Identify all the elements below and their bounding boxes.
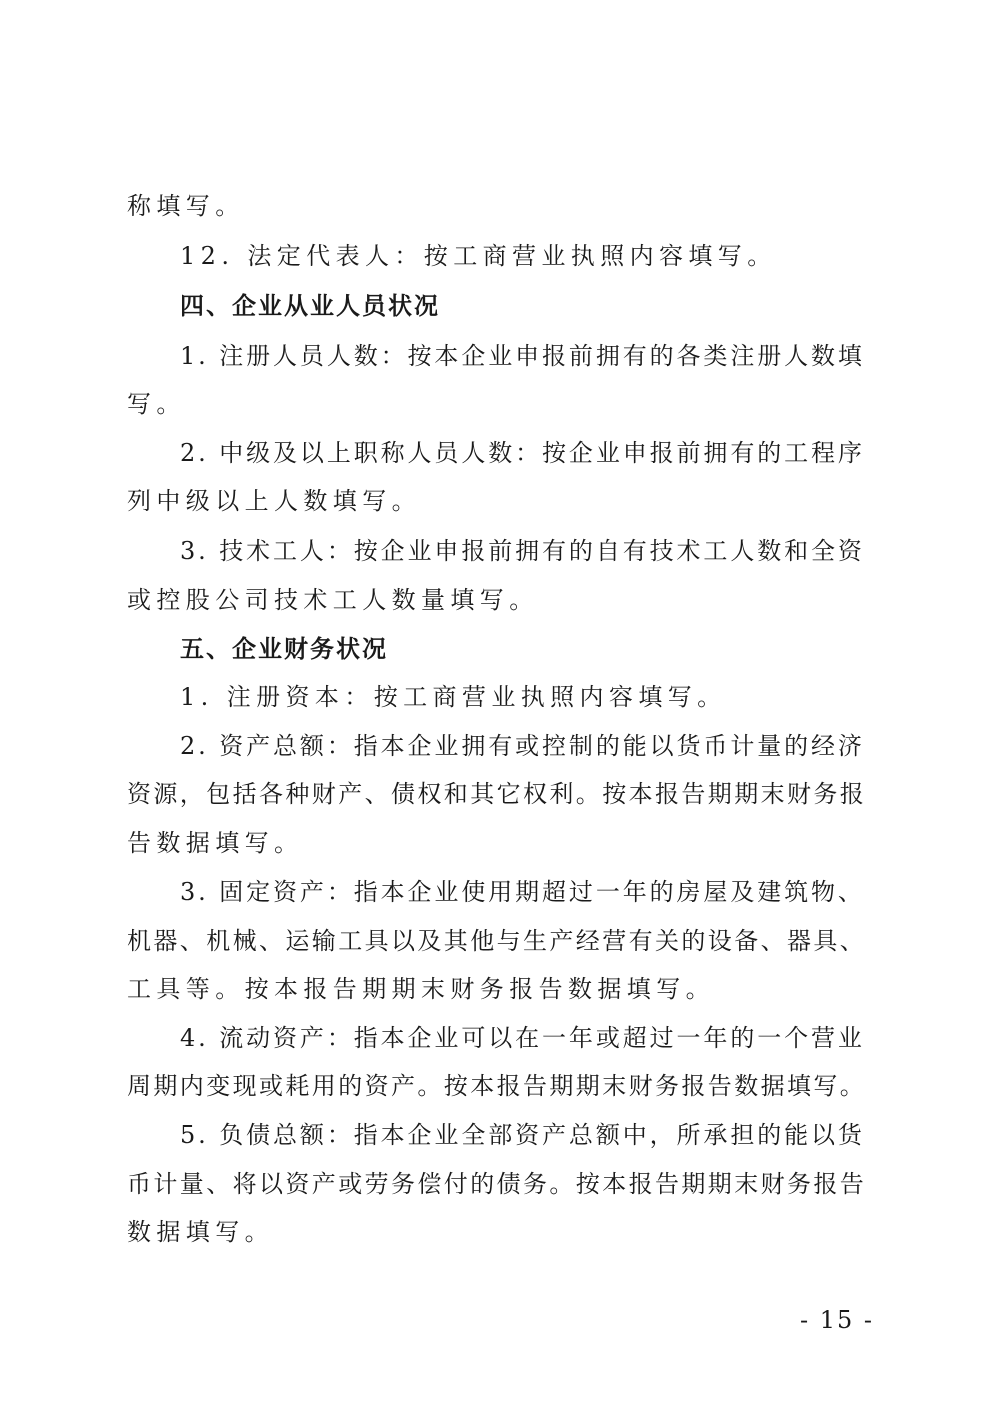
text-line: 1. 注册资本：按工商营业执照内容填写。: [180, 683, 727, 711]
text-line: 列中级以上人数填写。: [127, 487, 421, 515]
text-line: 币计量、将以资产或劳务偿付的债务。按本报告期期末财务报告: [127, 1170, 867, 1198]
text-line: 告数据填写。: [127, 829, 304, 857]
section-heading: 四、企业从业人员状况: [180, 292, 440, 320]
text-line: 12. 法定代表人：按工商营业执照内容填写。: [180, 242, 777, 270]
text-line: 1. 注册人员人数：按本企业申报前拥有的各类注册人数填: [180, 342, 865, 370]
text-line: 2. 中级及以上职称人员人数：按企业申报前拥有的工程序: [180, 439, 865, 467]
text-line: 3. 固定资产：指本企业使用期超过一年的房屋及建筑物、: [180, 878, 865, 906]
text-line: 工具等。按本报告期期末财务报告数据填写。: [127, 975, 715, 1003]
page-number: - 15 -: [800, 1306, 875, 1334]
text-line: 写。: [127, 390, 186, 418]
text-line: 周期内变现或耗用的资产。按本报告期期末财务报告数据填写。: [127, 1072, 867, 1100]
text-line: 或控股公司技术工人数量填写。: [127, 586, 539, 614]
section-heading: 五、企业财务状况: [180, 635, 388, 663]
text-line: 4. 流动资产：指本企业可以在一年或超过一年的一个营业: [180, 1024, 865, 1052]
text-line: 称填写。: [127, 192, 245, 220]
text-line: 机器、机械、运输工具以及其他与生产经营有关的设备、器具、: [127, 927, 867, 955]
text-line: 数据填写。: [127, 1218, 274, 1246]
text-line: 5. 负债总额：指本企业全部资产总额中，所承担的能以货: [180, 1121, 865, 1149]
text-line: 资源，包括各种财产、债权和其它权利。按本报告期期末财务报: [127, 780, 867, 808]
text-line: 3. 技术工人：按企业申报前拥有的自有技术工人数和全资: [180, 537, 865, 565]
text-line: 2. 资产总额：指本企业拥有或控制的能以货币计量的经济: [180, 732, 865, 760]
